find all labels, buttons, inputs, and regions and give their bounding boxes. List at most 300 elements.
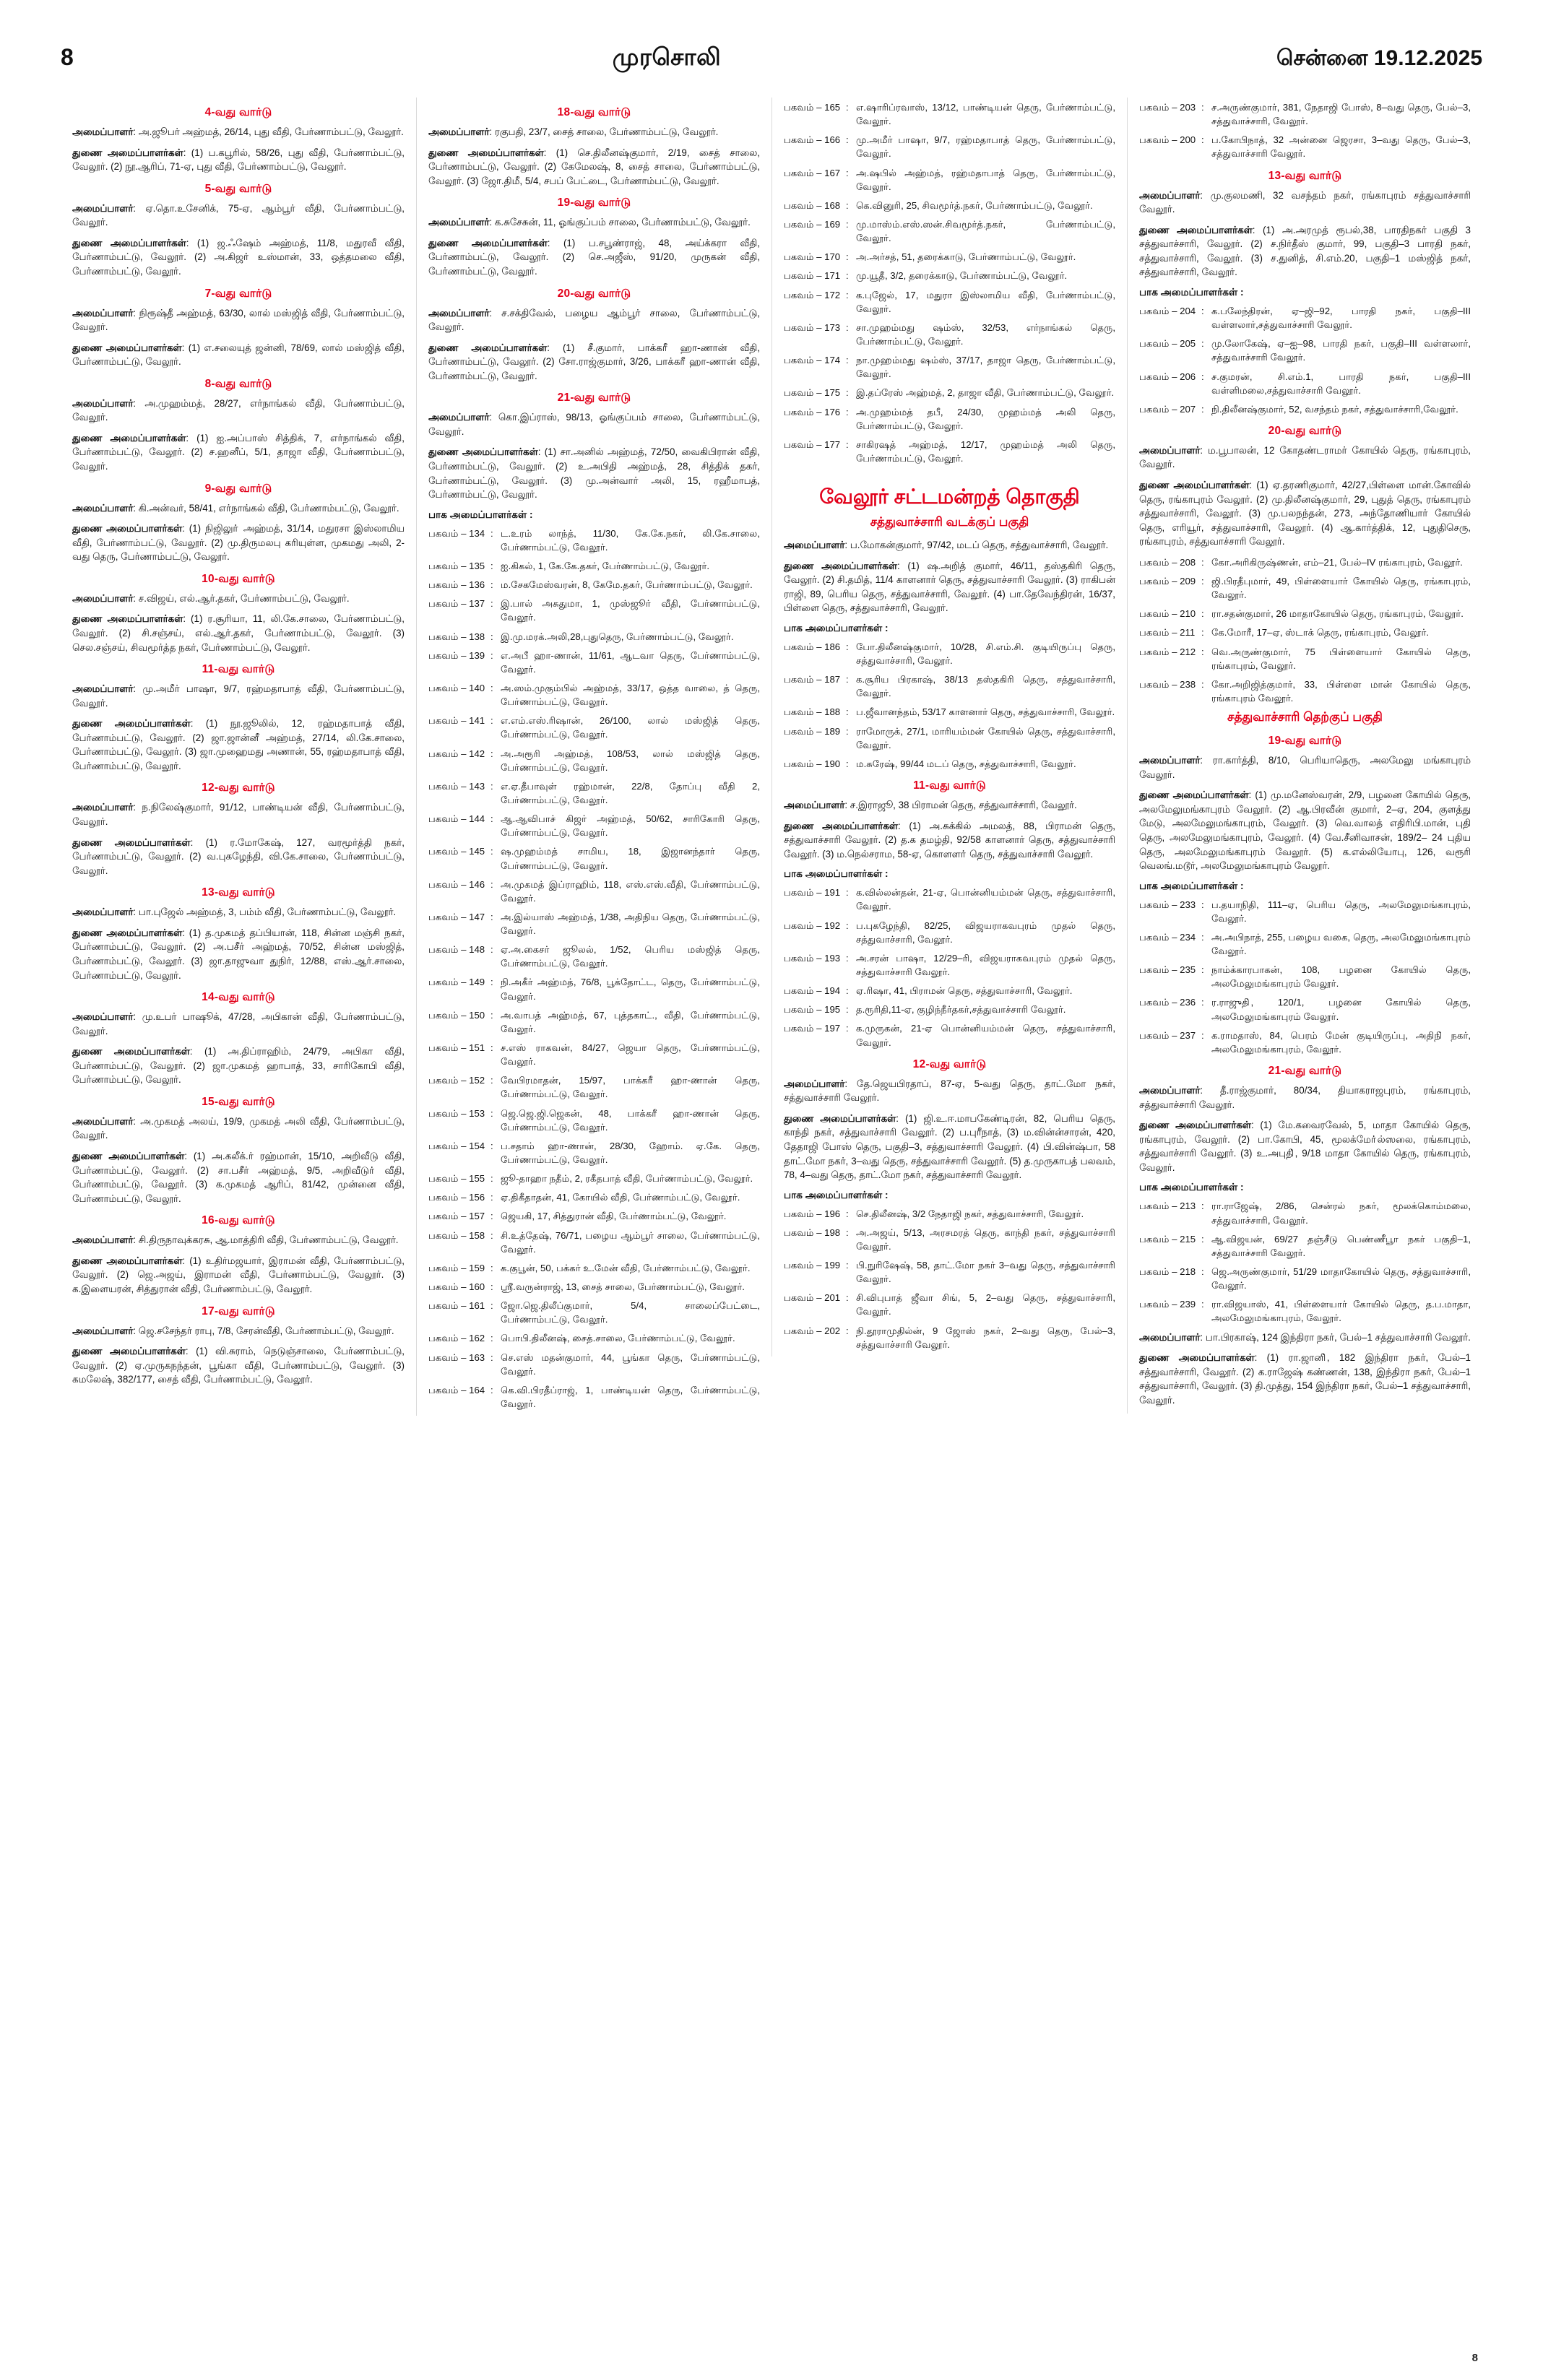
- list-item: [784, 640, 1115, 667]
- organiser-entry: [784, 1112, 1115, 1182]
- organiser-role-label: அமைப்பாளர்: [784, 1078, 845, 1089]
- booth-number: பகவம் – 206: [1139, 371, 1196, 382]
- booth-separator: :: [1201, 305, 1204, 316]
- booth-separator: :: [846, 887, 849, 899]
- booth-number: பகவம் – 210: [1139, 608, 1196, 620]
- booth-number: பகவம் – 167: [784, 167, 841, 178]
- ward-heading: 9-வது வார்டு: [204, 482, 272, 495]
- booth-organiser-details: ப.சதாம் ஹா-ணான், 28/30, ஹோம். ஏ.கே. தெரு, பேர்ணாம்பட்டு, வேலூர்.: [501, 1140, 760, 1166]
- booth-separator: :: [846, 1023, 849, 1034]
- list-item: [784, 757, 1115, 771]
- organiser-entry: [72, 1044, 405, 1087]
- organiser-role-label: துணை அமைப்பாளர்கள்: [428, 237, 548, 248]
- booth-organiser-details: க.ராமதாஸ், 84, பெரம் மேன் குடியிருப்பு, அதிநி் நகர், அலமேலுமங்காபுரம், வேலூர்.: [1211, 1029, 1471, 1055]
- list-item: [428, 649, 760, 676]
- organiser-entry: [72, 836, 405, 878]
- booth-number: பகவம் – 203: [1139, 102, 1196, 113]
- organiser-entry: [428, 125, 760, 139]
- organiser-entry: [72, 717, 405, 773]
- organiser-details: : (1) அ.திப்ராஹிம், 24/79, அபிகா வீதி, பேர்ணாம்பட்டு, வேலூர். (2) ஜா.முகமத் ஹாபாத், 33, சாரிகோபி வீதி, பேர்ணாம்பட்டு, வேலூர்.: [72, 1046, 405, 1086]
- booth-organiser-details: அ.அபிநாத், 255, பழைய வகை, தெரு, அலமேலுமங்காபுரம் வேலூர்.: [1211, 931, 1471, 957]
- organiser-entry: [1139, 753, 1471, 782]
- list-item: [784, 1258, 1115, 1286]
- booth-number: பகவம் – 212: [1139, 646, 1196, 657]
- booth-separator: :: [490, 1351, 493, 1363]
- booth-list: [1139, 898, 1471, 1056]
- booth-separator: :: [490, 598, 493, 610]
- booth-separator: :: [846, 1325, 849, 1336]
- organiser-details: : (1) அ.கலீக்.ர் ரஹ்மான், 15/10, அறிவீடு வீதி, பேர்ணாம்பட்டு, வேலூர். (2) சா.பசீர் அஹ்மத், 9/5, அறிவீடுா் வீதி, பேர்ணாம்பட்டு, வேலூர். (3) க.முகமத் ஆரிப், 81/42, முன்னை வீதி, பேர்ணாம்பட்டு, வேலூர்.: [72, 1151, 405, 1204]
- organiser-role-label: அமைப்பாளர்: [72, 1011, 134, 1023]
- booth-separator: :: [490, 748, 493, 759]
- organiser-entry: [784, 538, 1115, 553]
- booth-separator: :: [490, 944, 493, 956]
- booth-separator: :: [1201, 1299, 1204, 1310]
- booth-organiser-details: மு.மாஸ்ம்.எஸ்.ஸன்.சிவமூர்த்.நகர், பேர்ணாம்பட்டு, வேலூர்.: [856, 218, 1115, 244]
- organiser-entry: [428, 445, 760, 501]
- booth-number: பகவம் – 236: [1139, 997, 1196, 1008]
- booth-separator: :: [1201, 1029, 1204, 1041]
- list-item: [428, 1299, 760, 1326]
- booth-separator: :: [490, 649, 493, 661]
- organiser-role-label: அமைப்பாளர்: [1139, 755, 1201, 766]
- organiser-role-label: அமைப்பாளர்: [428, 307, 490, 319]
- ward-heading: 19-வது வார்டு: [557, 196, 631, 209]
- list-item: [784, 250, 1115, 264]
- booth-organiser-details: இ.பால் அசுதுமா, 1, முஸ்ஜூா் வீதி, பேர்ணாம்பட்டு, வேலூர்.: [501, 598, 760, 623]
- booth-separator: :: [846, 1260, 849, 1271]
- ward-heading: 7-வது வார்டு: [204, 287, 272, 300]
- booth-separator: :: [490, 1384, 493, 1395]
- booth-separator: :: [490, 1300, 493, 1312]
- booth-separator: :: [490, 1107, 493, 1119]
- booth-number: பகவம் – 154: [428, 1140, 485, 1151]
- booth-number: பகவம் – 152: [428, 1075, 485, 1086]
- booth-list: [784, 100, 1115, 465]
- organiser-role-label: அமைப்பாளர்: [72, 683, 134, 695]
- organiser-details: : மு.உபர் பாஷூக், 47/28, அபிகான் வீதி, பேர்ணாம்பட்டு, வேலூர்.: [72, 1011, 405, 1037]
- booth-organiser-details: ப.ஜீவானந்தம், 53/17 காளனார் தெரு, சத்துவாச்சாரி, வேலூர்.: [856, 706, 1115, 718]
- ward-heading: 15-வது வார்டு: [202, 1095, 275, 1108]
- booth-separator: :: [490, 682, 493, 693]
- booth-number: பகவம் – 204: [1139, 305, 1196, 316]
- booth-number: பகவம் – 160: [428, 1281, 485, 1293]
- organiser-role-label: துணை அமைப்பாளர்கள்: [1139, 480, 1250, 491]
- organiser-role-label: துணை அமைப்பாளர்கள்: [72, 1046, 190, 1057]
- booth-organiser-details: ப.கோபிநாத், 32 அன்னை ஜெரசா, 3–வது தெரு, பேல்–3, சத்துவாச்சாரி வேலூர்.: [1211, 134, 1471, 160]
- list-item: [1139, 645, 1471, 672]
- organiser-details: : சி.திருநாவுக்கரசு, ஆ.மாத்திரி வீதி, பேர்ணாம்பட்டு, வேலூர்.: [133, 1234, 399, 1246]
- organiser-role-label: அமைப்பாளர்: [72, 1234, 134, 1246]
- organiser-role-label: அமைப்பாளர்: [72, 397, 134, 409]
- page-number: 8: [61, 44, 74, 70]
- booth-organiser-details: ப.புகழேந்தி, 82/25, விஜயராகவபுரம் முதல் தெரு, சத்துவாச்சாரி, வேலூர்.: [856, 919, 1115, 945]
- list-item: [1139, 574, 1471, 602]
- list-item: [1139, 402, 1471, 416]
- list-item: [428, 578, 760, 592]
- organiser-entry: [72, 592, 405, 606]
- booth-separator: :: [1201, 899, 1204, 910]
- booth-number: பகவம் – 155: [428, 1173, 485, 1185]
- organiser-details: : (1) த.முகமத் தப்பியான், 118, சின்ன மஞ்சி நகர், பேர்ணாம்பட்டு, வேலூர். (2) அ.பசீர் அஹ்மத், 70/52, சின்ன மஸ்ஜித், பேர்ணாம்பட்டு, வேலூர். (3) ஜா.தாஜுவா துநிர், 12/88, எஸ்.ஆர்.சாலை, பேர்ணாம்பட்டு, வேலூர்.: [72, 927, 405, 981]
- list-item: [1139, 100, 1471, 128]
- booth-list: [784, 886, 1115, 1049]
- organiser-entry: [72, 1010, 405, 1038]
- ward-heading: 10-வது வார்டு: [202, 572, 275, 585]
- booth-organiser-details: இ.மு.மரக்.அலி,28,புதுதெரு, பேர்ணாம்பட்டு, வேலூர்.: [501, 631, 734, 642]
- booth-separator: :: [846, 952, 849, 964]
- list-item: [428, 527, 760, 554]
- list-item: [1139, 607, 1471, 620]
- organiser-role-label: துணை அமைப்பாளர்கள்: [1139, 1352, 1255, 1364]
- booth-organiser-details: ட.உரம் லாந்த், 11/30, கே.கே.நகர், லி.கே.சாலை, பேர்ணாம்பட்டு, வேலூர்.: [501, 527, 760, 553]
- booth-organiser-details: மு.யூதீ, 3/2, தரைக்காடு, பேர்ணாம்பட்டு, வேலூர்.: [856, 270, 1068, 282]
- booth-organiser-details: எ.அபீ ஹா-ணான், 11/61, ஆடவா தெரு, பேர்ணாம்பட்டு, வேலூர்.: [501, 649, 760, 675]
- list-item: [428, 559, 760, 573]
- booth-organiser-details: கோ.அறிஜித்குமார், 33, பிள்ளை மான் கோயில் தெரு, ரங்காபுரம் வேலூர்.: [1211, 678, 1471, 704]
- organiser-entry: [72, 397, 405, 425]
- organiser-details: : (1) ப.கபூரில், 58/26, புது வீதி, பேர்ணாம்பட்டு, வேலூர். (2) நூ.ஆரிப், 71-ஏ, புது வீதி, பேர்ணாம்பட்டு, வேலூர்.: [72, 147, 405, 173]
- organiser-role-label: அமைப்பாளர்: [428, 126, 490, 137]
- booth-organiser-details: ம.சேகமேஸ்வரன், 8, கேமே.தகர், பேர்ணாம்பட்டு, வேலூர்.: [501, 579, 753, 591]
- organiser-details: : ம.பூபாலன், 12 கோதண்டராமர் கோயில் தெரு, ரங்காபுரம், வேலூர்.: [1139, 444, 1471, 470]
- organiser-details: : ச.இராஜூ, 38 பிராமன் தெரு, சத்துவாச்சாரி, வேலூர்.: [844, 800, 1077, 811]
- booth-number: பகவம் – 146: [428, 878, 485, 890]
- list-item: [784, 724, 1115, 752]
- organiser-role-label: அமைப்பாளர்: [428, 217, 490, 228]
- booth-organiser-details: போ.திலீனஷ்குமார், 10/28, சி.எம்.சி. குடியிருப்பு தெரு, சத்துவாச்சாரி, வேலூர்.: [856, 641, 1115, 667]
- list-item: [1139, 1232, 1471, 1260]
- booth-number: பகவம் – 201: [784, 1292, 841, 1304]
- organiser-entry: [428, 215, 760, 230]
- booth-organiser-details: செ.எஸ் மதன்குமார், 44, பூங்கா தெரு, பேர்ணாம்பட்டு, வேலூர்.: [501, 1351, 760, 1377]
- organiser-role-label: துணை அமைப்பாளர்கள்: [784, 1112, 896, 1124]
- booth-number: பகவம் – 157: [428, 1211, 485, 1222]
- list-item: [784, 1207, 1115, 1221]
- booth-separator: :: [490, 560, 493, 571]
- list-item: [784, 386, 1115, 399]
- booth-separator: :: [1201, 1265, 1204, 1277]
- booth-organiser-details: சி.விபுபாத் ஜீவா சிங், 5, 2–வது தெரு, சத்துவாச்சாரி, வேலூர்.: [856, 1292, 1115, 1317]
- booth-organiser-details: ஷ.முஹம்மத் சாமிய, 18, இஜானந்தார் தெரு, பேர்ணாம்பட்டு, வேலூர்.: [501, 846, 760, 871]
- booth-separator: :: [846, 321, 849, 333]
- organiser-details: : ஜெ.சசேந்தர் ராபு, 7/8, சேரன்வீதி, பேர்ணாம்பட்டு, வேலூர்.: [133, 1325, 394, 1336]
- booth-number: பகவம் – 237: [1139, 1029, 1196, 1041]
- booth-organisers-heading: பாக அமைப்பாளர்கள் :: [1139, 880, 1244, 891]
- organiser-entry: [72, 1233, 405, 1247]
- booth-organisers-heading: பாக அமைப்பாளர்கள் :: [784, 622, 889, 633]
- organiser-entry: [72, 306, 405, 334]
- list-item: [428, 1229, 760, 1256]
- organiser-details: : நிரூஷ்தீ அஹ்மத், 63/30, லால் மஸ்ஜித் வீதி, பேர்ணாம்பட்டு, வேலூர்.: [72, 307, 405, 333]
- organiser-role-label: அமைப்பாளர்: [784, 800, 845, 811]
- booth-organiser-details: சி.உத்தேஷ், 76/71, பழைய ஆம்பூர் சாலை, பேர்ணாம்பட்டு, வேலூர்.: [501, 1229, 760, 1255]
- list-item: [428, 1139, 760, 1167]
- booth-separator: :: [1201, 608, 1204, 620]
- list-item: [784, 133, 1115, 160]
- organiser-entry: [72, 800, 405, 828]
- booth-separator: :: [846, 355, 849, 366]
- booth-separator: :: [490, 780, 493, 792]
- organiser-role-label: துணை அமைப்பாளர்கள்: [72, 523, 183, 535]
- booth-number: பகவம் – 139: [428, 649, 485, 661]
- booth-number: பகவம் – 196: [784, 1208, 841, 1219]
- organiser-details: : க.சுசேசுன், 11, ஓங்குப்பம் சாலை, பேர்ணாம்பட்டு, வேலூர்.: [489, 217, 751, 228]
- organiser-entry: [428, 341, 760, 384]
- booth-number: பகவம் – 151: [428, 1042, 485, 1054]
- booth-number: பகவம் – 135: [428, 560, 485, 571]
- publication-title: முரசொலி: [612, 43, 722, 70]
- list-item: [784, 100, 1115, 128]
- booth-separator: :: [1201, 576, 1204, 587]
- organiser-details: : (1) சா.அனில் அஹ்மத், 72/50, வைகிபிரான் வீதி, பேர்ணாம்பட்டு, வேலூர். (2) உ.அபிதி அஹ்மத், 28, சித்திக் தகர், பேர்ணாம்பட்டு, வேலூர். (3) மு.அன்வார் அலி, 15, ரஹீமாபத், பேர்ணாம்பட்டு, வேலூர்.: [428, 446, 760, 501]
- list-item: [784, 951, 1115, 979]
- booth-list: [1139, 555, 1471, 705]
- organiser-details: : ரா.கார்த்தி, 8/10, பெரியாதெரு, அலமேலு மங்காபுரம் வேலூர்.: [1139, 755, 1471, 780]
- organiser-details: : அ.முகமத் அலய், 19/9, முகமத் அலி வீதி, பேர்ணாம்பட்டு, வேலூர்.: [72, 1115, 405, 1141]
- booth-number: பகவம் – 191: [784, 887, 841, 899]
- booth-organiser-details: க.வில்லன்தன், 21-ஏ, பொன்னியம்மன் தெரு, சத்துவாச்சாரி, வேலூர்.: [856, 887, 1115, 912]
- organiser-details: : (1) உதிர்மஜயார், இராமன் வீதி, பேர்ணாம்பட்டு, வேலூர். (2) ஜெ.அஜய், இராமன் வீதி, பேர்ணாம்பட்டு, வேலூர். (3) க.இளையரன், சித்துரான் வீதி, பேர்ணாம்பட்டு, வேலூர்.: [72, 1255, 405, 1294]
- organiser-details: : ரகுபதி, 23/7, சைத் சாலை, பேர்ணாம்பட்டு, வேலூர்.: [489, 126, 719, 137]
- booth-organiser-details: ரா.சதன்குமார், 26 மாதாகோயில் தெரு, ரங்காபுரம், வேலூர்.: [1211, 608, 1464, 620]
- booth-number: பகவம் – 150: [428, 1009, 485, 1021]
- organiser-details: : (1) ர.சூரியா, 11, லி.கே.சாலை, பேர்ணாம்பட்டு, வேலூர். (2) சி.சஞ்சய், எல்.ஆர்.தகர், பேர்ணாம்பட்டு, வேலூர். (3) செல.சஞ்சய், சிவமூர்த்த நகர், பேர்ணாம்பட்டு, வேலூர்.: [72, 613, 405, 653]
- booth-number: பகவம் – 186: [784, 641, 841, 652]
- booth-separator: :: [490, 1075, 493, 1086]
- booth-separator: :: [490, 1140, 493, 1151]
- booth-organiser-details: அ.சரன் பாஷா, 12/29–ரி, விஜயராகவபுரம் முதல் தெரு, சத்துவாச்சாரி வேலூர்.: [856, 952, 1115, 977]
- booth-organiser-details: எ.ஷாரிப்ரவாஸ், 13/12, பாண்டியன் தெரு, பேர்ணாம்பட்டு, வேலூர்.: [856, 102, 1115, 127]
- list-item: [1139, 1199, 1471, 1226]
- booth-organisers-heading: பாக அமைப்பாளர்கள் :: [784, 868, 889, 880]
- booth-number: பகவம் – 153: [428, 1107, 485, 1119]
- organiser-entry: [428, 410, 760, 438]
- booth-organiser-details: ச.அருண்குமார், 381, நேதாஜி போஸ், 8–வது தெரு, பேல்–3, சத்துவாச்சாரி, வேலூர்.: [1211, 102, 1471, 127]
- booth-separator: :: [846, 251, 849, 263]
- booth-separator: :: [1201, 997, 1204, 1008]
- organiser-details: : கி.அன்வர், 58/41, எர்நாங்கல் வீதி, பேர்ணாம்பட்டு, வேலூர்.: [133, 502, 399, 514]
- list-item: [784, 217, 1115, 245]
- organiser-role-label: துணை அமைப்பாளர்கள்: [72, 718, 191, 730]
- list-item: [428, 597, 760, 624]
- list-item: [784, 1003, 1115, 1016]
- list-item: [784, 438, 1115, 465]
- booth-separator: :: [846, 406, 849, 417]
- organiser-details: : (1) மே.கவைரவேல், 5, மாதா கோயில் தெரு, ரங்காபுரம், வேலூர். (2) பா.கோபி, 45, மூலக்மோ்ல்ஸலை, ரங்காபுரம், சத்துவாச்சாரி வேலூர். (3) உ.அபுதி், 9/18 மாதா கோயில் தெரு, ரங்காபுரம், வேலூர்.: [1139, 1120, 1471, 1173]
- organiser-details: : பா.புஜேல் அஹ்மத், 3, பம்ம் வீதி, பேர்ணாம்பட்டு, வேலூர்.: [133, 906, 397, 918]
- booth-separator: :: [846, 270, 849, 282]
- organiser-entry: [784, 798, 1115, 813]
- booth-organiser-details: ஜெயகி, 17, சித்துரான் வீதி, பேர்ணாம்பட்டு, வேலூர்.: [501, 1211, 727, 1222]
- booth-number: பகவம் – 169: [784, 218, 841, 230]
- booth-number: பகவம் – 195: [784, 1004, 841, 1016]
- list-item: [784, 919, 1115, 946]
- organiser-role-label: துணை அமைப்பாளர்கள்: [72, 432, 186, 443]
- area-subtitle: சத்துவாச்சாரி தெற்குப் பகுதி: [1227, 710, 1383, 724]
- booth-number: பகவம் – 202: [784, 1325, 841, 1336]
- organiser-entry: [1139, 478, 1471, 549]
- booth-list: [784, 1207, 1115, 1351]
- booth-separator: :: [846, 438, 849, 450]
- booth-organiser-details: ஜி.பிரதீபுமார், 49, பிள்ளையார் கோயில் தெரு, ரங்காபுரம், வேலூர்.: [1211, 576, 1471, 601]
- booth-list: [784, 640, 1115, 771]
- list-item: [1139, 555, 1471, 569]
- list-item: [1139, 337, 1471, 364]
- list-item: [784, 269, 1115, 282]
- booth-separator: :: [846, 758, 849, 769]
- organiser-entry: [1139, 443, 1471, 472]
- organiser-details: : ப.மோகன்குமார், 97/42, மடப் தெரு, சத்துவாச்சாரி, வேலூர்.: [844, 540, 1109, 551]
- organiser-entry: [1139, 1351, 1471, 1407]
- booth-separator: :: [1201, 1200, 1204, 1212]
- ward-heading: 12-வது வார்டு: [202, 782, 275, 795]
- booth-number: பகவம் – 192: [784, 919, 841, 931]
- booth-number: பகவம் – 165: [784, 102, 841, 113]
- organiser-role-label: அமைப்பாளர்: [72, 502, 134, 514]
- list-item: [784, 1226, 1115, 1253]
- list-item: [784, 672, 1115, 700]
- booth-separator: :: [846, 289, 849, 300]
- booth-number: பகவம் – 163: [428, 1351, 485, 1363]
- list-item: [784, 984, 1115, 998]
- booth-number: பகவம் – 233: [1139, 899, 1196, 910]
- organiser-details: : பா.பிரகாஷ், 124 இந்திரா நகர், பேல்–1 சத்துவாச்சாரி வேலூர்.: [1200, 1331, 1471, 1343]
- booth-organisers-heading: பாக அமைப்பாளர்கள் :: [1139, 286, 1244, 298]
- booth-number: பகவம் – 149: [428, 977, 485, 988]
- booth-organiser-details: பொபி.திலீனஷ், சைத்.சாலை, பேர்ணாம்பட்டு, வேலூர்.: [501, 1333, 735, 1344]
- booth-number: பகவம் – 143: [428, 780, 485, 792]
- booth-organiser-details: க.சூரிய பிரகாஷ், 38/13 தஸ்தகிரி தெரு, சத்துவாச்சாரி, வேலூர்.: [856, 674, 1115, 699]
- booth-number: பகவம் – 134: [428, 527, 485, 539]
- booth-organiser-details: ரா.விஜயாஸ், 41, பிள்ளையார் கோயில் தெரு, த.ப.மாதா, அலமேலுமங்காபுரம், வேலூர்.: [1211, 1299, 1471, 1324]
- organiser-details: : மு.அமீர் பாஷா, 9/7, ரஹ்மதாபாத் வீதி, பேர்ணாம்பட்டு, வேலூர்.: [72, 683, 405, 709]
- list-item: [428, 943, 760, 970]
- booth-separator: :: [490, 911, 493, 922]
- organiser-role-label: அமைப்பாளர்: [1139, 189, 1201, 201]
- organiser-role-label: துணை அமைப்பாளர்கள்: [784, 820, 898, 831]
- booth-number: பகவம் – 197: [784, 1023, 841, 1034]
- list-item: [428, 714, 760, 741]
- ward-heading: 21-வது வார்டு: [557, 391, 631, 404]
- organiser-details: : கொ.இப்ராஸ், 98/13, ஓங்குப்பம் சாலை, பேர்ணாம்பட்டு, வேலூர்.: [428, 412, 760, 437]
- organiser-details: : (1) அ.சுக்கில் அமலத், 88, பிராமன் தெரு, சத்துவாச்சாரி வேலூர். (2) த.க தமழ்தி, 92/58 காளனார் தெரு, சத்துவாச்சாரி வேலூர். (3) ம.நெல்சராம, 58-ஏ, கொளளா் தெரு, சத்துவாச்சாரி வேலூர்.: [784, 820, 1115, 860]
- booth-organiser-details: த.ரூரிதி,11-ஏ, குழிந்நீர்தகர்,சத்துவாச்சாரி வேலூர்.: [856, 1004, 1066, 1016]
- booth-separator: :: [1201, 338, 1204, 350]
- list-item: [428, 779, 760, 807]
- booth-organiser-details: ஆ.விஜயன், 69/27 தஞ்சீடு பெண்ணீபூா நகர் பகுதி–1, சத்துவாச்சாரி வேலூர்.: [1211, 1233, 1471, 1258]
- booth-number: பகவம் – 209: [1139, 576, 1196, 587]
- list-item: [1139, 304, 1471, 332]
- organiser-role-label: துணை அமைப்பாளர்கள்: [72, 1255, 183, 1266]
- booth-organiser-details: அ.ஷபில் அஹ்மத், ரஹ்மதாபாத் தெரு, பேர்ணாம்பட்டு, வேலூர்.: [856, 167, 1115, 192]
- booth-number: பகவம் – 218: [1139, 1265, 1196, 1277]
- organiser-details: : (1) ஏ.தரணிகுமார், 42/27,பிள்ளை மான்.கோவில் தெரு, ரங்காபுரம் வேலூர். (2) மு.திலீனஷ்குமார், 29, புதுத் தெரு, ரங்காபுரம் சத்துவாச்சாரி, வேலூர். (3) மு.பலநந்தன், 273, அந்தோணியார் கோயில் தெரு, எரியூர், சத்துவாச்சாரி, வேலூர். (4) ஆ.கார்த்திக், 12, புதுதிசெரு, ரங்காபுரம், சத்துவாச்சாரி வேலூர்.: [1139, 480, 1471, 548]
- list-item: [784, 353, 1115, 381]
- organiser-role-label: துணை அமைப்பாளர்கள்: [72, 1151, 185, 1161]
- booth-organiser-details: ஸ்ரீ.வருன்ராஜ், 13, சைத் சாலை, பேர்ணாம்பட்டு, வேலூர்.: [501, 1281, 745, 1293]
- text-column: [1127, 98, 1482, 1414]
- organiser-details: : (1) ஷ.அறித் குமார், 46/11, தஸ்தகிரி தெரு, வேலூர். (2) சி.தமித், 11/4 காளனார் தெரு, சத்துவாச்சாரி வேலூர். (3) ராகிபன் ராஜி, 89, பெரிய தெரு, சத்துவாச்சாரி, வேலூர். (4) பா.தேவேந்திரன், 16/37, பிள்ளை தெரு, சத்துவாச்சாரி, வேலூர்.: [784, 560, 1115, 614]
- organiser-entry: [72, 1149, 405, 1206]
- booth-separator: :: [1201, 1233, 1204, 1245]
- booth-organiser-details: ஐ.கிகல், 1, கே.கே.தகர், பேர்ணாம்பட்டு, வேலூர்.: [501, 560, 710, 571]
- organiser-role-label: அமைப்பாளர்: [72, 906, 134, 918]
- booth-separator: :: [490, 1229, 493, 1241]
- organiser-role-label: துணை அமைப்பாளர்கள்: [428, 446, 538, 458]
- booth-separator: :: [846, 985, 849, 997]
- organiser-role-label: துணை அமைப்பாளர்கள்: [1139, 224, 1253, 235]
- organiser-entry: [784, 1077, 1115, 1105]
- booth-organiser-details: சா.முஹம்மது ஷம்ஸ், 32/53, எர்நாங்கல் தெரு, பேர்ணாம்பட்டு, வேலூர்.: [856, 321, 1115, 347]
- booth-number: பகவம் – 172: [784, 289, 841, 300]
- booth-organisers-heading: பாக அமைப்பாளர்கள் :: [784, 1189, 889, 1200]
- booth-organiser-details: எ.எம்.எஸ்.ரிஷான், 26/100, லால் மஸ்ஜித் தெரு, பேர்ணாம்பட்டு, வேலூர்.: [501, 715, 760, 740]
- booth-separator: :: [846, 1226, 849, 1238]
- booth-separator: :: [846, 706, 849, 718]
- booth-separator: :: [490, 1042, 493, 1054]
- organiser-details: : (1) செ.திலீனஷ்குமார், 2/19, சைத் சாலை, பேர்ணாம்பட்டு, வேலூர். (2) கேமேலஷ், 8, சைத் சாலை, பேர்ணாம்பட்டு, வேலூர். (3) ஜோ.திமீ, 5/4, சபப் பேட்டை, பேர்ணாம்பட்டு, வேலூர்.: [428, 147, 760, 186]
- list-item: [428, 1261, 760, 1275]
- list-item: [428, 1190, 760, 1204]
- organiser-entry: [1139, 223, 1471, 280]
- booth-organiser-details: ச.எஸ் ராகவன், 84/27, ஜெயா தெரு, பேர்ணாம்பட்டு, வேலூர்.: [501, 1042, 760, 1068]
- booth-list: [1139, 304, 1471, 416]
- organiser-role-label: துணை அமைப்பாளர்கள்: [428, 147, 544, 158]
- organiser-entry: [784, 559, 1115, 615]
- booth-organiser-details: நி.தூராமுதில்ன், 9 ஜோஸ் நகர், 2–வது தெரு, பேல்–3, சத்துவாச்சாரி வேலூர்.: [856, 1325, 1115, 1350]
- organiser-role-label: அமைப்பாளர்: [1139, 444, 1201, 456]
- organiser-entry: [72, 202, 405, 230]
- list-item: [428, 1008, 760, 1036]
- booth-organiser-details: ஜெ.அருண்குமார், 51/29 மாதாகோயில் தெரு, சத்துவாச்சாரி, வேலூர்.: [1211, 1265, 1471, 1291]
- booth-organiser-details: க.பலேந்திரன், ஏ–ஜி–92, பாரதி நகர், பகுதி–III வள்ளலார்,சத்துவாச்சாரி வேலூர்.: [1211, 305, 1471, 331]
- booth-separator: :: [1201, 371, 1204, 382]
- booth-organiser-details: நி.அகீர் அஹ்மத், 76/8, பூக்தோட்ட, தெரு, பேர்ணாம்பட்டு, வேலூர்.: [501, 977, 760, 1002]
- organiser-role-label: அமைப்பாளர்: [72, 802, 134, 813]
- organiser-role-label: அமைப்பாளர்: [72, 1325, 134, 1336]
- booth-organiser-details: வெ.அருண்குமார், 75 பிள்ளையார் கோயில் தெரு, ரங்காபுரம், வேலூர்.: [1211, 646, 1471, 671]
- ward-heading: 5-வது வார்டு: [204, 182, 272, 195]
- booth-number: பகவம் – 199: [784, 1260, 841, 1271]
- organiser-details: : (1) ஐ.அப்பாஸ் சித்திக், 7, எர்நாங்கல் வீதி, பேர்ணாம்பட்டு, வேலூர். (2) ச.ஹனீப், 5/1, தாஜா வீதி, பேர்ணாம்பட்டு, வேலூர்.: [72, 432, 405, 472]
- organiser-entry: [72, 1324, 405, 1338]
- text-column: [772, 98, 1127, 1356]
- organiser-details: : (1) நிஜிலுா் அஹ்மத், 31/14, மதுரசா இஸ்லாமிய வீதி, பேர்ணாம்பட்டு, வேலூர். (2) மு.திருமலபு கரியுள்ள, முகமது அலி, 2-வது தெரு, பேர்ணாம்பட்டு, வேலூர்.: [72, 523, 405, 563]
- ward-heading: 13-வது வார்டு: [1268, 169, 1342, 182]
- booth-list: [1139, 100, 1471, 161]
- organiser-entry: [1139, 1083, 1471, 1112]
- booth-list: [428, 527, 760, 1411]
- booth-number: பகவம் – 194: [784, 985, 841, 997]
- booth-organiser-details: கே.மோரீ, 17–ஏ, ஸ்டாக் தெரு, ரங்காபுரம், வேலூர்.: [1211, 627, 1430, 639]
- list-item: [428, 878, 760, 905]
- list-item: [784, 405, 1115, 433]
- booth-separator: :: [1201, 678, 1204, 690]
- list-item: [784, 1291, 1115, 1318]
- organiser-role-label: அமைப்பாளர்: [72, 592, 134, 604]
- organiser-role-label: துணை அமைப்பாளர்கள்: [1139, 1120, 1251, 1131]
- booth-number: பகவம் – 239: [1139, 1299, 1196, 1310]
- booth-separator: :: [490, 1173, 493, 1185]
- booth-separator: :: [1201, 403, 1204, 415]
- booth-number: பகவம் – 148: [428, 944, 485, 956]
- organiser-entry: [784, 819, 1115, 862]
- organiser-entry: [72, 1115, 405, 1143]
- organiser-role-label: அமைப்பாளர்: [72, 126, 134, 137]
- list-item: [428, 975, 760, 1003]
- booth-number: பகவம் – 215: [1139, 1233, 1196, 1245]
